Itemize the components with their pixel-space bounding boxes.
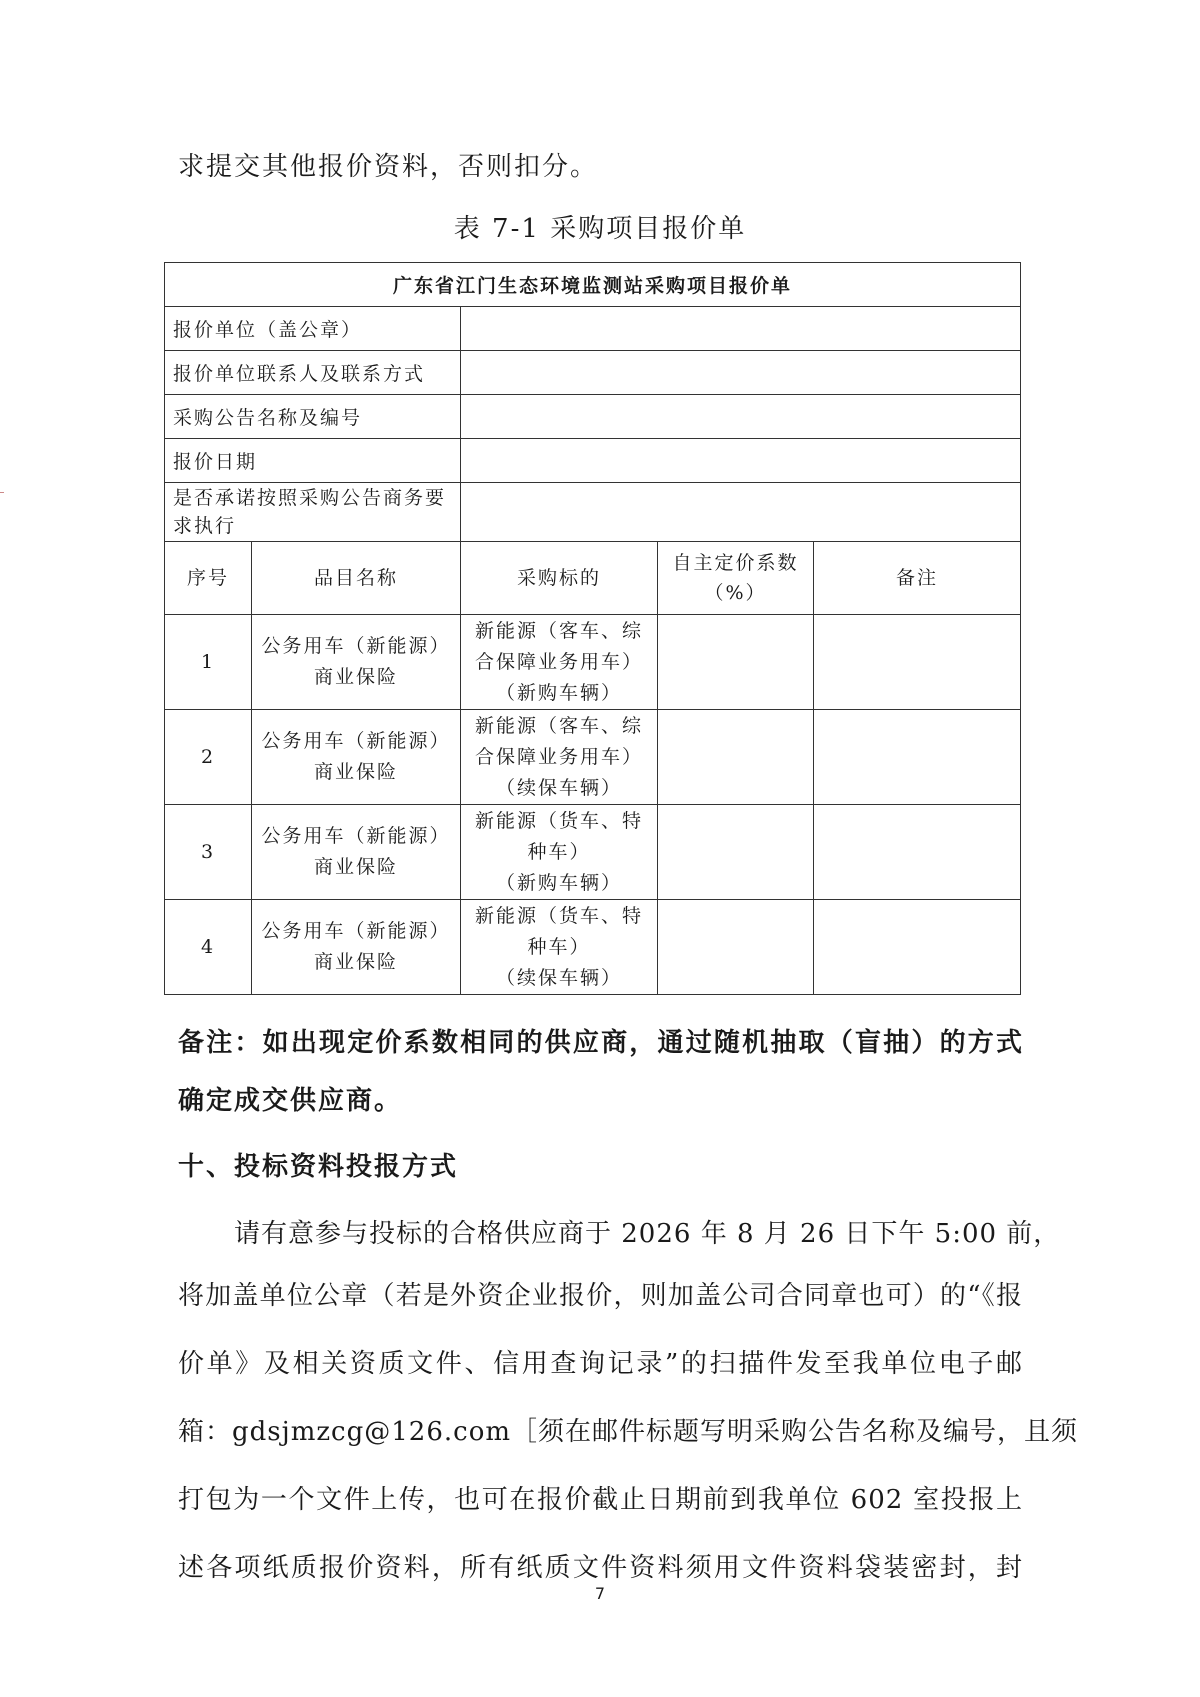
paragraph-line-2: 将加盖单位公章（若是外资企业报价，则加盖公司合同章也可）的“《报: [178, 1281, 1023, 1311]
row-target-line2: 种车）: [527, 840, 591, 863]
row-no: 3: [165, 805, 252, 900]
info-value-date: [461, 439, 1021, 483]
info-value-unit: [461, 307, 1021, 351]
row-remark: [814, 710, 1021, 805]
paragraph-line-4: 箱：gdsjmzcg@126.com［须在邮件标题写明采购公告名称及编号，且须: [178, 1417, 1079, 1447]
margin-mark: [0, 492, 4, 493]
row-item-name: [252, 615, 461, 710]
table-row: [165, 615, 1021, 710]
row-item-name-line1: 公务用车（新能源）: [261, 635, 451, 657]
row-target: [461, 615, 658, 710]
row-target: [461, 710, 658, 805]
section-heading: 十、投标资料投报方式: [178, 1152, 459, 1182]
row-target-line3: （续保车辆）: [495, 776, 622, 799]
info-label-commit: [165, 483, 461, 542]
info-value-commit: [461, 483, 1021, 542]
row-item-name-line2: 商业保险: [313, 951, 398, 973]
col-header-remark: 备注: [814, 542, 1021, 615]
table-row: [165, 710, 1021, 805]
row-target-line1: 新能源（货车、特: [474, 809, 643, 832]
row-target: [461, 900, 658, 995]
table-row: [165, 805, 1021, 900]
info-label-notice: 采购公告名称及编号: [165, 395, 461, 439]
note-line-1: 备注：如出现定价系数相同的供应商，通过随机抽取（盲抽）的方式: [178, 1028, 1023, 1058]
table-title: 广东省江门生态环境监测站采购项目报价单: [165, 263, 1021, 307]
row-item-name-line2: 商业保险: [313, 666, 398, 688]
table-row: [165, 900, 1021, 995]
row-no: 4: [165, 900, 252, 995]
table-caption: 表 7-1 采购项目报价单: [453, 214, 747, 244]
row-item-name: [252, 900, 461, 995]
row-item-name-line2: 商业保险: [313, 856, 398, 878]
row-item-name: [252, 805, 461, 900]
info-label-date: 报价日期: [165, 439, 461, 483]
row-target-line1: 新能源（客车、综: [474, 714, 643, 737]
quote-table: [164, 262, 1021, 995]
row-target-line3: （新购车辆）: [495, 681, 622, 704]
info-value-notice: [461, 395, 1021, 439]
row-item-name: [252, 710, 461, 805]
row-remark: [814, 900, 1021, 995]
row-target-line3: （新购车辆）: [495, 871, 622, 894]
info-label-contact: 报价单位联系人及联系方式: [165, 351, 461, 395]
note-line-2: 确定成交供应商。: [178, 1086, 403, 1116]
info-label-unit: 报价单位（盖公章）: [165, 307, 461, 351]
paragraph-line-5: 打包为一个文件上传，也可在报价截止日期前到我单位 602 室投报上: [178, 1485, 1023, 1515]
col-header-no: 序号: [165, 542, 252, 615]
row-target-line2: 种车）: [527, 935, 591, 958]
row-item-name-line1: 公务用车（新能源）: [261, 825, 451, 847]
col-header-target: 采购标的: [461, 542, 658, 615]
row-coef: [658, 805, 814, 900]
row-item-name-line2: 商业保险: [313, 761, 398, 783]
col-header-coef-line2: （%）: [704, 582, 767, 604]
row-item-name-line1: 公务用车（新能源）: [261, 920, 451, 942]
row-item-name-line1: 公务用车（新能源）: [261, 730, 451, 752]
row-remark: [814, 615, 1021, 710]
row-target-line2: 合保障业务用车）: [474, 650, 643, 673]
row-coef: [658, 710, 814, 805]
row-target-line3: （续保车辆）: [495, 966, 622, 989]
top-line: 求提交其他报价资料，否则扣分。: [178, 152, 599, 182]
row-target-line1: 新能源（客车、综: [474, 619, 643, 642]
paragraph-line-1: 请有意参与投标的合格供应商于 2026 年 8 月 26 日下午 5:00 前，: [234, 1219, 1061, 1249]
row-target: [461, 805, 658, 900]
info-value-contact: [461, 351, 1021, 395]
col-header-item: 品目名称: [252, 542, 461, 615]
row-coef: [658, 900, 814, 995]
page-number: 7: [594, 1584, 606, 1603]
row-coef: [658, 615, 814, 710]
row-no: 1: [165, 615, 252, 710]
row-remark: [814, 805, 1021, 900]
paragraph-line-6: 述各项纸质报价资料，所有纸质文件资料须用文件资料袋装密封，封: [178, 1553, 1023, 1583]
info-label-commit-line1: 是否承诺按照采购公告商务要: [173, 487, 447, 509]
col-header-coef-line1: 自主定价系数: [672, 552, 799, 574]
paragraph-line-3: 价单》及相关资质文件、信用查询记录”的扫描件发至我单位电子邮: [178, 1349, 1023, 1379]
info-label-commit-line2: 求执行: [173, 515, 237, 537]
row-target-line1: 新能源（货车、特: [474, 904, 643, 927]
row-no: 2: [165, 710, 252, 805]
row-target-line2: 合保障业务用车）: [474, 745, 643, 768]
col-header-coef: [658, 542, 814, 615]
